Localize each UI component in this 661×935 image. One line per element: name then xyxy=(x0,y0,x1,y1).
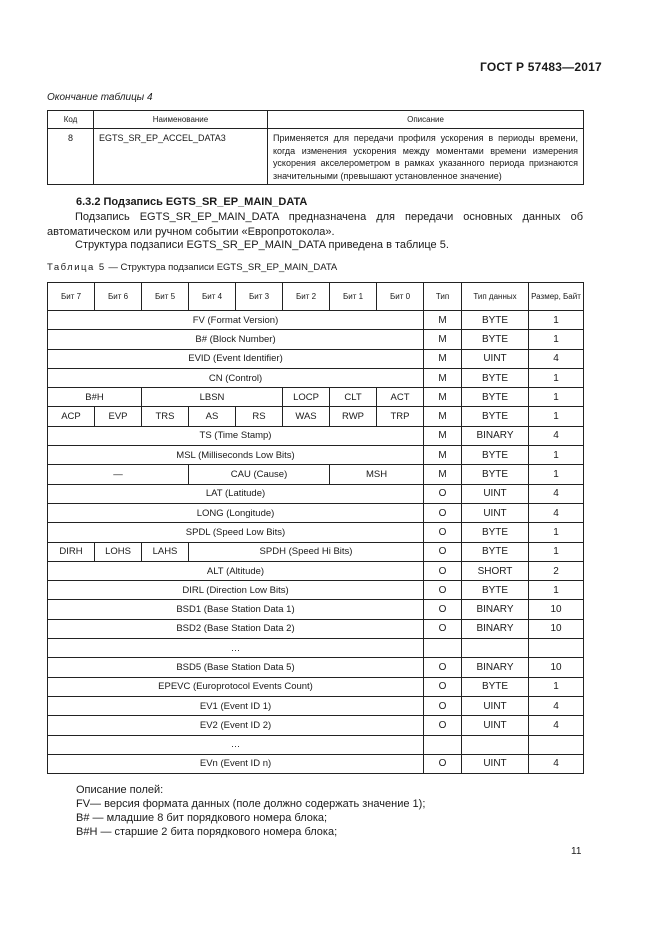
table5-bit-cell: ACT xyxy=(377,388,424,407)
table5-type-cell: O xyxy=(424,619,462,638)
table5-bit-cell: LBSN xyxy=(142,388,283,407)
table5-size-cell: 4 xyxy=(529,503,584,522)
table5-size-cell: 4 xyxy=(529,484,584,503)
table5-field-cell: … xyxy=(48,639,424,658)
field-desc-title: Описание полей: xyxy=(76,784,164,796)
table5-header-cell: Тип данных xyxy=(462,283,529,311)
table-5 xyxy=(47,282,584,774)
table5-field-cell: BSD5 (Base Station Data 5) xyxy=(48,658,424,677)
table5-caption-text: — Структура подзаписи EGTS_SR_EP_MAIN_DATA xyxy=(108,262,338,273)
table5-datatype-cell: BYTE xyxy=(462,542,529,561)
table5-size-cell: 1 xyxy=(529,542,584,561)
table5-bit-cell: RS xyxy=(236,407,283,426)
table5-datatype-cell: SHORT xyxy=(462,561,529,580)
table5-bit-cell: CAU (Cause) xyxy=(189,465,330,484)
table5-field-cell: CN (Control) xyxy=(48,368,424,387)
table5-type-cell: O xyxy=(424,600,462,619)
table5-type-cell xyxy=(424,639,462,658)
table4-header-description: Описание xyxy=(268,111,584,129)
table5-datatype-cell: BYTE xyxy=(462,465,529,484)
table5-datatype-cell: BYTE xyxy=(462,446,529,465)
table5-size-cell: 4 xyxy=(529,426,584,445)
table5-field-cell: EVn (Event ID n) xyxy=(48,754,424,773)
table5-type-cell: O xyxy=(424,542,462,561)
table5-type-cell: M xyxy=(424,368,462,387)
table5-row xyxy=(48,542,584,561)
table4-header-name: Наименование xyxy=(94,111,268,129)
table5-row xyxy=(48,311,584,330)
table5-datatype-cell: UINT xyxy=(462,696,529,715)
table5-header-cell: Бит 7 xyxy=(48,283,95,311)
table5-type-cell: O xyxy=(424,677,462,696)
table5-size-cell: 1 xyxy=(529,368,584,387)
table5-field-cell: SPDL (Speed Low Bits) xyxy=(48,523,424,542)
section-heading: 6.3.2 Подзапись EGTS_SR_EP_MAIN_DATA xyxy=(76,196,308,208)
table5-field-cell: BSD1 (Base Station Data 1) xyxy=(48,600,424,619)
table5-type-cell: O xyxy=(424,696,462,715)
table4-row xyxy=(48,129,584,185)
table5-header-cell: Бит 6 xyxy=(95,283,142,311)
table4-continuation-title: Окончание таблицы 4 xyxy=(47,92,153,103)
table5-datatype-cell: UINT xyxy=(462,503,529,522)
table5-size-cell: 1 xyxy=(529,581,584,600)
table5-row xyxy=(48,388,584,407)
table5-field-cell: EVID (Event Identifier) xyxy=(48,349,424,368)
table5-row xyxy=(48,735,584,754)
table-4 xyxy=(47,110,584,185)
table5-bit-cell: TRP xyxy=(377,407,424,426)
table5-row xyxy=(48,658,584,677)
table5-size-cell: 10 xyxy=(529,600,584,619)
table5-datatype-cell: BINARY xyxy=(462,426,529,445)
table5-row xyxy=(48,561,584,580)
table5-row xyxy=(48,407,584,426)
table5-size-cell: 1 xyxy=(529,446,584,465)
table5-datatype-cell: BYTE xyxy=(462,407,529,426)
table5-caption xyxy=(47,262,337,273)
page-number: 11 xyxy=(571,846,582,857)
table5-datatype-cell: BINARY xyxy=(462,619,529,638)
table5-size-cell: 1 xyxy=(529,311,584,330)
table5-field-cell: FV (Format Version) xyxy=(48,311,424,330)
table5-row xyxy=(48,503,584,522)
table5-type-cell: M xyxy=(424,426,462,445)
table5-datatype-cell xyxy=(462,735,529,754)
table5-datatype-cell xyxy=(462,639,529,658)
table5-row xyxy=(48,426,584,445)
table5-datatype-cell: BINARY xyxy=(462,600,529,619)
table5-size-cell: 1 xyxy=(529,523,584,542)
table5-type-cell: O xyxy=(424,716,462,735)
section-paragraph-1: Подзапись EGTS_SR_EP_MAIN_DATA предназначена для передачи основных данных об автоматическом или ручном событии «Европротокола». xyxy=(47,211,583,238)
table5-size-cell: 1 xyxy=(529,330,584,349)
table4-code: 8 xyxy=(48,129,94,185)
table5-row xyxy=(48,716,584,735)
table5-caption-label: Таблица 5 xyxy=(47,262,106,273)
table5-type-cell: M xyxy=(424,311,462,330)
table5-row xyxy=(48,484,584,503)
table5-field-cell: LAT (Latitude) xyxy=(48,484,424,503)
table5-size-cell: 4 xyxy=(529,349,584,368)
table4-header-row xyxy=(48,111,584,129)
table5-size-cell xyxy=(529,639,584,658)
table5-header-cell: Бит 2 xyxy=(283,283,330,311)
table5-bit-cell: TRS xyxy=(142,407,189,426)
table5-type-cell: M xyxy=(424,407,462,426)
table5-datatype-cell: UINT xyxy=(462,484,529,503)
table5-datatype-cell: BYTE xyxy=(462,311,529,330)
table5-field-cell: TS (Time Stamp) xyxy=(48,426,424,445)
table5-header-cell: Бит 1 xyxy=(330,283,377,311)
table5-row xyxy=(48,446,584,465)
table5-type-cell: M xyxy=(424,330,462,349)
table5-size-cell: 2 xyxy=(529,561,584,580)
table5-field-cell: DIRL (Direction Low Bits) xyxy=(48,581,424,600)
table5-datatype-cell: BYTE xyxy=(462,523,529,542)
table5-size-cell: 10 xyxy=(529,619,584,638)
table5-bit-cell: CLT xyxy=(330,388,377,407)
table5-row xyxy=(48,600,584,619)
table5-field-cell: EV1 (Event ID 1) xyxy=(48,696,424,715)
table5-type-cell: M xyxy=(424,446,462,465)
table5-header-cell: Бит 3 xyxy=(236,283,283,311)
table5-row xyxy=(48,677,584,696)
table5-bit-cell: — xyxy=(48,465,189,484)
table5-bit-cell: MSH xyxy=(330,465,424,484)
table5-row xyxy=(48,349,584,368)
table5-bit-cell: DIRH xyxy=(48,542,95,561)
table5-bit-cell: ACP xyxy=(48,407,95,426)
table5-datatype-cell: BYTE xyxy=(462,677,529,696)
table5-header-cell: Бит 5 xyxy=(142,283,189,311)
table5-size-cell: 4 xyxy=(529,754,584,773)
table5-size-cell: 1 xyxy=(529,388,584,407)
table5-row xyxy=(48,696,584,715)
table5-size-cell: 4 xyxy=(529,696,584,715)
table5-datatype-cell: UINT xyxy=(462,754,529,773)
table4-header-code: Код xyxy=(48,111,94,129)
table5-datatype-cell: BYTE xyxy=(462,330,529,349)
table5-datatype-cell: BYTE xyxy=(462,368,529,387)
table5-size-cell: 10 xyxy=(529,658,584,677)
table5-row xyxy=(48,465,584,484)
table5-size-cell: 1 xyxy=(529,407,584,426)
table5-type-cell: M xyxy=(424,349,462,368)
table5-field-cell: LONG (Longitude) xyxy=(48,503,424,522)
table5-bit-cell: RWP xyxy=(330,407,377,426)
table5-type-cell: O xyxy=(424,523,462,542)
standard-designation: ГОСТ Р 57483—2017 xyxy=(480,60,602,74)
table5-type-cell: O xyxy=(424,561,462,580)
table5-type-cell: M xyxy=(424,388,462,407)
table5-type-cell: O xyxy=(424,581,462,600)
table5-datatype-cell: BYTE xyxy=(462,581,529,600)
table5-field-cell: MSL (Milliseconds Low Bits) xyxy=(48,446,424,465)
table5-bit-cell: SPDH (Speed Hi Bits) xyxy=(189,542,424,561)
table5-row xyxy=(48,639,584,658)
table5-type-cell: O xyxy=(424,658,462,677)
table5-size-cell: 4 xyxy=(529,716,584,735)
table5-bit-cell: LAHS xyxy=(142,542,189,561)
table5-field-cell: B# (Block Number) xyxy=(48,330,424,349)
field-desc-item: B# — младшие 8 бит порядкового номера блока; xyxy=(76,812,328,824)
table5-header-cell: Размер, Байт xyxy=(529,283,584,311)
table5-field-cell: BSD2 (Base Station Data 2) xyxy=(48,619,424,638)
table5-row xyxy=(48,581,584,600)
table5-row xyxy=(48,368,584,387)
table5-header-cell: Тип xyxy=(424,283,462,311)
table5-bit-cell: AS xyxy=(189,407,236,426)
table5-row xyxy=(48,523,584,542)
field-desc-item: B#H — старшие 2 бита порядкового номера блока; xyxy=(76,826,338,838)
table5-field-cell: … xyxy=(48,735,424,754)
table5-type-cell: O xyxy=(424,754,462,773)
table5-row xyxy=(48,754,584,773)
table5-header-row xyxy=(48,283,584,311)
table5-body xyxy=(48,311,584,774)
table5-type-cell: M xyxy=(424,465,462,484)
table5-datatype-cell: UINT xyxy=(462,716,529,735)
table5-bit-cell: LOHS xyxy=(95,542,142,561)
table5-datatype-cell: UINT xyxy=(462,349,529,368)
table4-description: Применяется для передачи профиля ускорения в периоды времени, когда изменения ускорения между моментами времени измерения ускорения акселерометром в рамках указанного периода признаются значительными (превышают установленное значение) xyxy=(268,129,584,185)
table5-header-cell: Бит 0 xyxy=(377,283,424,311)
table5-bit-cell: LOCP xyxy=(283,388,330,407)
table5-size-cell: 1 xyxy=(529,677,584,696)
table5-row xyxy=(48,619,584,638)
field-desc-item: FV— версия формата данных (поле должно содержать значение 1); xyxy=(76,798,426,810)
table5-field-cell: ALT (Altitude) xyxy=(48,561,424,580)
table5-field-cell: EPEVC (Europrotocol Events Count) xyxy=(48,677,424,696)
table5-header-cell: Бит 4 xyxy=(189,283,236,311)
table5-type-cell: O xyxy=(424,503,462,522)
table5-row xyxy=(48,330,584,349)
table5-datatype-cell: BINARY xyxy=(462,658,529,677)
table5-size-cell xyxy=(529,735,584,754)
table5-bit-cell: WAS xyxy=(283,407,330,426)
table5-field-cell: EV2 (Event ID 2) xyxy=(48,716,424,735)
table5-bit-cell: EVP xyxy=(95,407,142,426)
table5-size-cell: 1 xyxy=(529,465,584,484)
table5-datatype-cell: BYTE xyxy=(462,388,529,407)
table5-bit-cell: B#H xyxy=(48,388,142,407)
table4-name: EGTS_SR_EP_ACCEL_DATA3 xyxy=(94,129,268,185)
table5-type-cell xyxy=(424,735,462,754)
section-paragraph-2: Структура подзаписи EGTS_SR_EP_MAIN_DATA приведена в таблице 5. xyxy=(75,239,449,251)
table5-type-cell: O xyxy=(424,484,462,503)
